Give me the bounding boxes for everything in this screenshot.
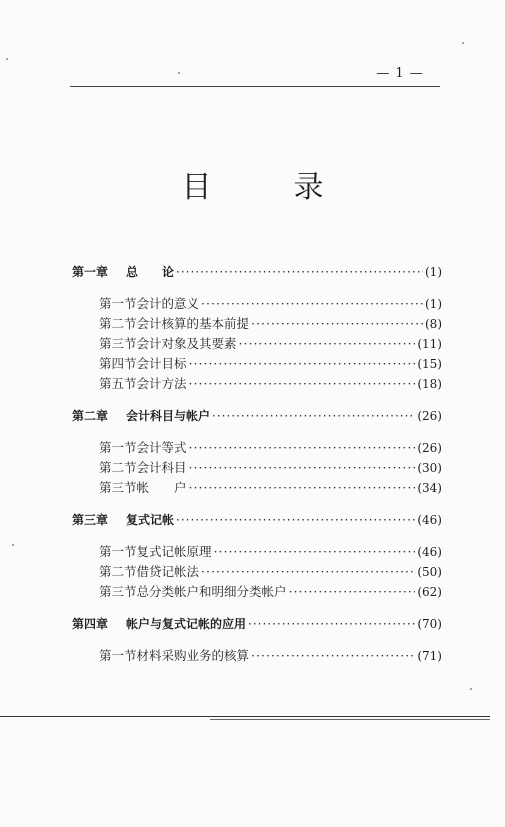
leader-dots <box>251 314 423 334</box>
chapter-label: 第二章 <box>72 409 109 423</box>
section-title: 借贷记帐法 <box>136 564 200 579</box>
scan-speck <box>178 72 180 74</box>
section-page: (50) <box>417 565 442 579</box>
section-entry[interactable] <box>72 438 442 458</box>
section-title: 会计目标 <box>136 356 187 371</box>
chapter-page: (26) <box>417 409 442 423</box>
section-entry[interactable] <box>72 458 442 478</box>
leader-dots <box>189 374 416 394</box>
section-title: 会计科目 <box>136 460 187 475</box>
chapter-page: (70) <box>417 617 442 631</box>
section-label: 第二节 <box>99 460 137 475</box>
footer-rule <box>0 716 490 717</box>
leader-dots <box>251 646 415 666</box>
section-title: 会计等式 <box>136 440 187 455</box>
chapter-label: 第一章 <box>72 265 109 279</box>
section-page: (26) <box>417 441 442 455</box>
section-entry[interactable] <box>72 542 442 562</box>
section-title: 总分类帐户和明细分类帐户 <box>136 584 287 599</box>
section-label: 第三节 <box>99 584 137 599</box>
section-label: 第一节 <box>99 296 137 311</box>
section-label: 第二节 <box>99 316 137 331</box>
section-entry[interactable] <box>72 562 442 582</box>
section-title: 材料采购业务的核算 <box>136 648 250 663</box>
section-entry[interactable] <box>72 354 442 374</box>
leader-dots <box>189 354 416 374</box>
header-rule <box>70 86 440 87</box>
footer-rule-short <box>210 719 490 720</box>
section-entry[interactable] <box>72 374 442 394</box>
section-entry[interactable] <box>72 478 442 498</box>
section-page: (11) <box>417 337 442 351</box>
table-of-contents <box>72 262 442 678</box>
section-label: 第一节 <box>99 544 137 559</box>
toc-title <box>0 162 505 206</box>
toc-title-left: 目 <box>181 170 212 205</box>
section-label: 第三节 <box>99 480 137 495</box>
chapter-4 <box>72 614 442 666</box>
section-page: (8) <box>425 317 442 331</box>
section-entry[interactable] <box>72 334 442 354</box>
chapter-title: 总 论 <box>126 265 175 279</box>
toc-title-right: 录 <box>293 170 324 205</box>
section-label: 第一节 <box>99 648 137 663</box>
section-title: 复式记帐原理 <box>136 544 212 559</box>
chapter-page: (1) <box>425 265 442 279</box>
section-title: 会计的意义 <box>136 296 200 311</box>
section-entry[interactable] <box>72 314 442 334</box>
leader-dots <box>189 458 416 478</box>
chapter-title: 复式记帐 <box>126 513 175 527</box>
section-label: 第三节 <box>99 336 137 351</box>
leader-dots <box>201 294 423 314</box>
section-title: 帐 户 <box>136 480 187 495</box>
leader-dots <box>214 542 416 562</box>
leader-dots <box>212 406 415 426</box>
section-page: (1) <box>425 297 442 311</box>
section-label: 第四节 <box>99 356 137 371</box>
chapter-title: 会计科目与帐户 <box>126 409 211 423</box>
section-page: (62) <box>417 585 442 599</box>
section-label: 第二节 <box>99 564 137 579</box>
leader-dots <box>189 438 416 458</box>
section-title: 会计方法 <box>136 376 187 391</box>
section-entry[interactable] <box>72 294 442 314</box>
section-entry[interactable] <box>72 646 442 666</box>
chapter-4-entry[interactable] <box>72 614 442 634</box>
section-page: (18) <box>417 377 442 391</box>
section-page: (34) <box>417 481 442 495</box>
leader-dots <box>239 334 416 354</box>
section-title: 会计核算的基本前提 <box>136 316 250 331</box>
chapter-title: 帐户与复式记帐的应用 <box>126 617 247 631</box>
section-page: (15) <box>417 357 442 371</box>
scan-speck <box>6 58 8 60</box>
scan-speck <box>462 42 464 44</box>
leader-dots <box>176 510 415 530</box>
chapter-1 <box>72 262 442 394</box>
chapter-label: 第三章 <box>72 513 109 527</box>
section-title: 会计对象及其要素 <box>136 336 237 351</box>
leader-dots <box>176 262 423 282</box>
section-label: 第一节 <box>99 440 137 455</box>
leader-dots <box>289 582 416 602</box>
chapter-3-entry[interactable] <box>72 510 442 530</box>
chapter-2 <box>72 406 442 498</box>
chapter-3 <box>72 510 442 602</box>
leader-dots <box>248 614 415 634</box>
section-page: (30) <box>417 461 442 475</box>
chapter-1-entry[interactable] <box>72 262 442 282</box>
chapter-page: (46) <box>417 513 442 527</box>
chapter-2-entry[interactable] <box>72 406 442 426</box>
scan-speck <box>12 544 14 546</box>
section-label: 第五节 <box>99 376 137 391</box>
page-number: — 1 — <box>376 66 424 81</box>
section-page: (46) <box>417 545 442 559</box>
leader-dots <box>201 562 415 582</box>
chapter-label: 第四章 <box>72 617 109 631</box>
leader-dots <box>189 478 416 498</box>
section-entry[interactable] <box>72 582 442 602</box>
scan-speck <box>470 688 472 690</box>
section-page: (71) <box>417 649 442 663</box>
